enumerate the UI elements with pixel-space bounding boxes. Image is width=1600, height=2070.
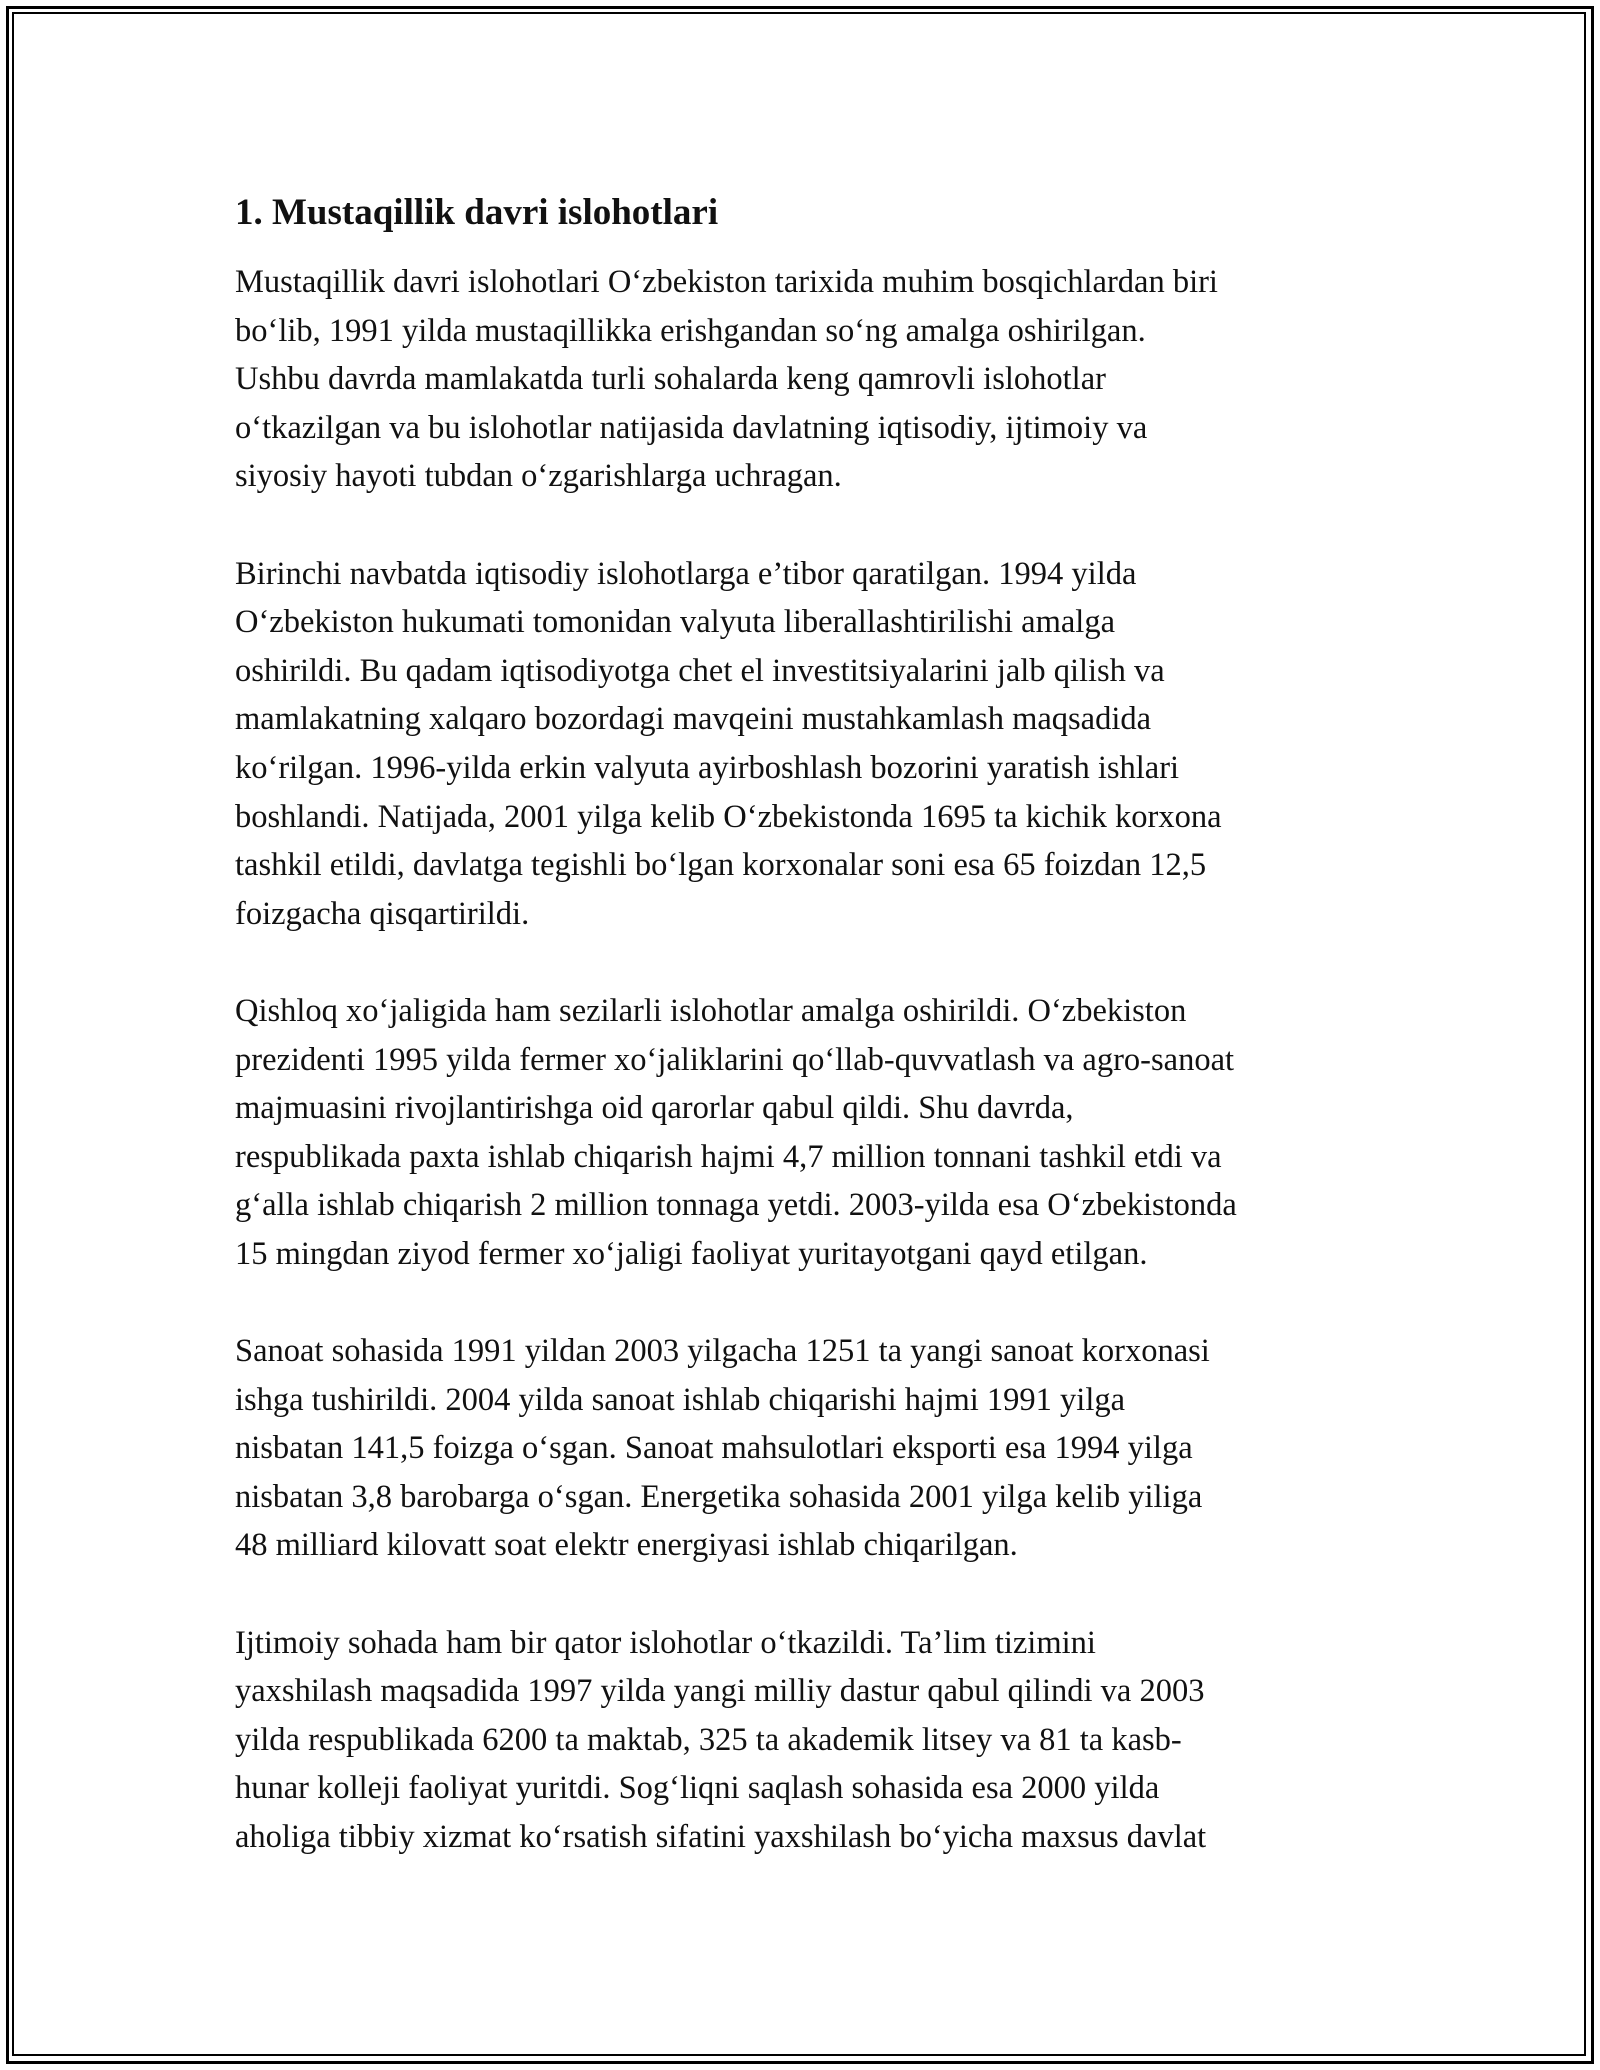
paragraph-line: oshirildi. Bu qadam iqtisodiyotga chet el investitsiyalarini jalb qilish va [235,652,1165,689]
section-heading: 1. Mustaqillik davri islohotlari [235,192,719,233]
paragraph-line: Sanoat sohasida 1991 yildan 2003 yilgacha 1251 ta yangi sanoat korxonasi [235,1333,1210,1370]
paragraph [235,1619,1370,1862]
paragraph-line: yaxshilash maqsadida 1997 yilda yangi milliy dastur qabul qilindi va 2003 [235,1673,1205,1710]
paragraph-line: majmuasini rivojlantirishga oid qarorlar qabul qildi. Shu davrda, [235,1090,1074,1127]
document-body [235,188,1370,1910]
paragraph [235,550,1370,939]
paragraph [235,1327,1370,1570]
paragraph-line: nisbatan 141,5 foizga o‘sgan. Sanoat mahsulotlari eksporti esa 1994 yilga [235,1430,1193,1467]
paragraph-line: Ijtimoiy sohada ham bir qator islohotlar o‘tkazildi. Ta’lim tizimini [235,1624,1096,1661]
paragraph-line: nisbatan 3,8 barobarga o‘sgan. Energetika sohasida 2001 yilga kelib yiliga [235,1478,1203,1515]
paragraph-line: Mustaqillik davri islohotlari O‘zbekiston tarixida muhim bosqichlardan biri [235,264,1218,300]
paragraph-line: Birinchi navbatda iqtisodiy islohotlarga e’tibor qaratilgan. 1994 yilda [235,555,1137,592]
paragraph-line: bo‘lib, 1991 yilda mustaqillikka erishgandan so‘ng amalga oshirilgan. [235,312,1146,349]
paragraph-line: O‘zbekiston hukumati tomonidan valyuta liberallashtirilishi amalga [235,604,1116,641]
paragraph-line: o‘tkazilgan va bu islohotlar natijasida davlatning iqtisodiy, ijtimoiy va [235,409,1148,446]
paragraph-line: prezidenti 1995 yilda fermer xo‘jaliklarini qo‘llab-quvvatlash va agro-sanoat [235,1041,1235,1078]
paragraph-line: ko‘rilgan. 1996-yilda erkin valyuta ayirboshlash bozorini yaratish ishlari [235,749,1180,786]
paragraph-line: respublikada paxta ishlab chiqarish hajmi 4,7 million tonnani tashkil etdi va [235,1138,1222,1175]
paragraph-line: Qishloq xo‘jaligida ham sezilarli islohotlar amalga oshirildi. O‘zbekiston [235,992,1187,1029]
paragraph-line: boshlandi. Natijada, 2001 yilga kelib O‘zbekistonda 1695 ta kichik korxona [235,798,1222,835]
paragraph-line: 15 mingdan ziyod fermer xo‘jaligi faoliyat yuritayotgani qayd etilgan. [235,1235,1148,1272]
paragraph-line: aholiga tibbiy xizmat ko‘rsatish sifatini yaxshilash bo‘yicha maxsus davlat [235,1819,1207,1855]
paragraph-line: foizgacha qisqartirildi. [235,895,530,932]
paragraph-list [235,258,1370,1862]
paragraph-line: g‘alla ishlab chiqarish 2 million tonnaga yetdi. 2003-yilda esa O‘zbekistonda [235,1187,1237,1224]
paragraph-line: siyosiy hayoti tubdan o‘zgarishlarga uchragan. [235,458,842,495]
paragraph [235,258,1370,501]
paragraph-line: 48 milliard kilovatt soat elektr energiyasi ishlab chiqarilgan. [235,1527,1018,1564]
paragraph-line: Ushbu davrda mamlakatda turli sohalarda keng qamrovli islohotlar [235,361,1106,398]
paragraph-line: ishga tushirildi. 2004 yilda sanoat ishlab chiqarishi hajmi 1991 yilga [235,1381,1126,1418]
paragraph-line: hunar kolleji faoliyat yuritdi. Sog‘liqni saqlash sohasida esa 2000 yilda [235,1770,1160,1807]
paragraph-line: yilda respublikada 6200 ta maktab, 325 ta akademik litsey va 81 ta kasb- [235,1721,1182,1758]
paragraph [235,987,1370,1279]
paragraph-line: tashkil etildi, davlatga tegishli bo‘lgan korxonalar soni esa 65 foizdan 12,5 [235,847,1207,884]
paragraph-line: mamlakatning xalqaro bozordagi mavqeini mustahkamlash maqsadida [235,701,1152,738]
